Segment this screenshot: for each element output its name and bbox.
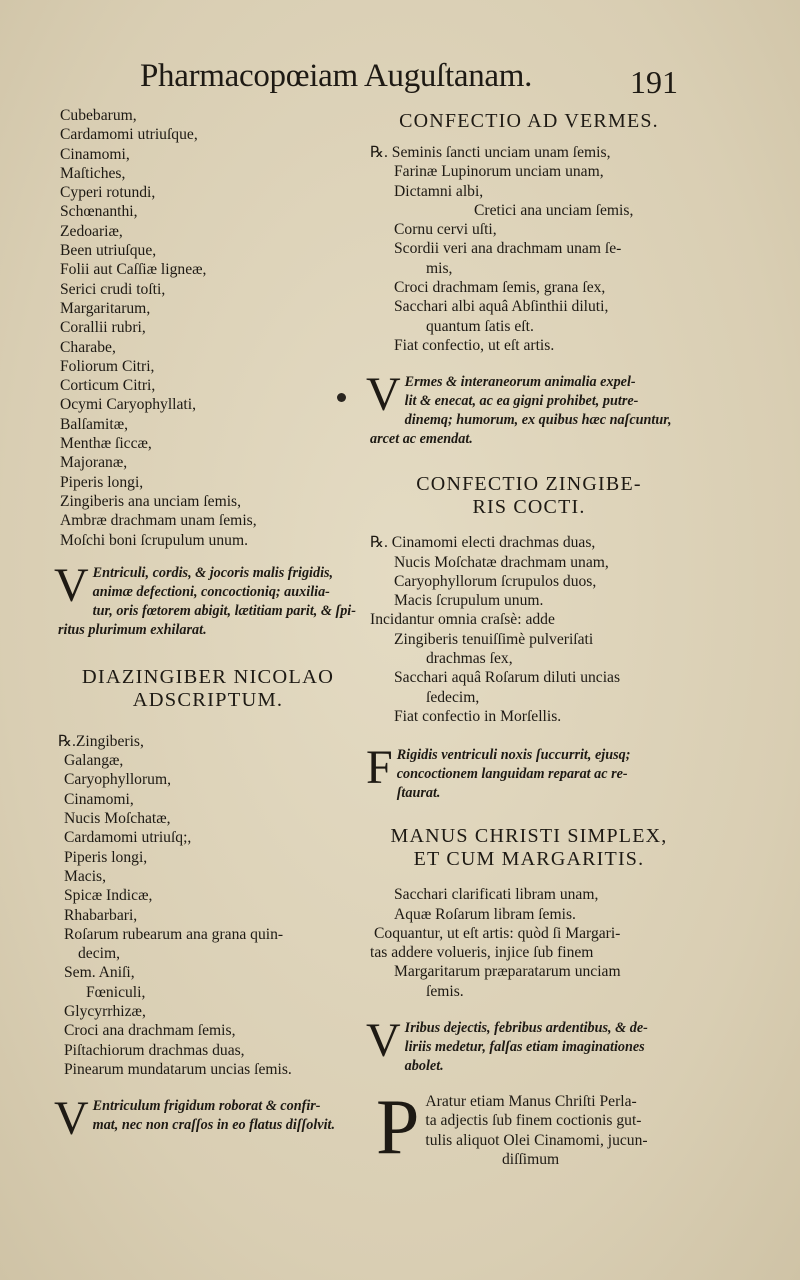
recipe-line: Scordii veri ana drachmam unam ſe- xyxy=(394,240,622,258)
recipe-line: ℞. Cinamomi electi drachmas duas, xyxy=(370,534,596,552)
ingredient-line: Zedoariæ, xyxy=(60,222,123,240)
ingredient-line: ℞.Zingiberis, xyxy=(58,732,144,750)
recipe xyxy=(370,143,688,355)
virtue-note xyxy=(366,741,688,803)
ingredient-line: Moſchi boni ſcrupulum unum. xyxy=(60,531,248,549)
recipe-line: Sacchari albi aquâ Abſinthii diluti, xyxy=(394,298,609,316)
page-number: 191 xyxy=(630,64,678,100)
ingredient-line: Cardamomi utriuſq;, xyxy=(64,829,192,847)
recipe-line: Caryophyllorum ſcrupulos duos, xyxy=(394,572,597,590)
ingredient-list xyxy=(58,106,358,550)
recipe-line: Fiat confectio in Morſellis. xyxy=(394,707,562,725)
ingredient-line: Nucis Moſchatæ, xyxy=(64,810,171,828)
left-column xyxy=(54,106,358,1146)
recipe-line: ℞. Seminis ſancti unciam unam ſemis, xyxy=(370,144,611,161)
note-line: arcet ac emendat. xyxy=(370,431,473,448)
note-line: Entriculi, cordis, & jocoris malis frigidis, xyxy=(92,564,334,581)
ingredient-line: Spicæ Indicæ, xyxy=(64,887,153,905)
recipe-line: Coquantur, ut eſt artis: quòd ſi Margari- xyxy=(374,924,621,942)
recipe-line: ſedecim, xyxy=(426,688,480,706)
ingredient-line: Piperis longi, xyxy=(60,473,144,491)
ingredient-line: Cardamomi utriuſque, xyxy=(60,126,198,144)
ingredient-line: Fœniculi, xyxy=(86,983,146,1001)
virtue-note xyxy=(366,1014,688,1076)
recipe-line: Croci drachmam ſemis, grana ſex, xyxy=(394,279,606,297)
recipe-line: Sacchari clarificati libram unam, xyxy=(394,886,599,904)
ingredient-line: Glycyrrhizæ, xyxy=(64,1002,146,1020)
note-line: ſtaurat. xyxy=(396,785,441,802)
recipe-line: Incidantur omnia craſsè: adde xyxy=(370,611,555,629)
recipe-line: quantum ſatis eſt. xyxy=(426,317,534,335)
note-line: Entriculum frigidum roborat & confir- xyxy=(92,1098,321,1115)
ingredient-line: Serici crudi toſti, xyxy=(60,280,166,298)
paragraph-line: Aratur etiam Manus Chriſti Perla- xyxy=(425,1093,637,1111)
ingredient-line: Majoranæ, xyxy=(60,454,128,472)
paragraph-line: diſſimum xyxy=(502,1150,560,1168)
paragraph-line: tulis aliquot Olei Cinamomi, jucun- xyxy=(425,1131,648,1149)
ingredient-line: Cinamomi, xyxy=(64,790,134,808)
recipe-line: Fiat confectio, ut eſt artis. xyxy=(394,336,555,354)
ingredient-line: Menthæ ſiccæ, xyxy=(60,435,152,453)
recipe-line: Nucis Moſchatæ drachmam unam, xyxy=(394,553,609,571)
note-line: mat, nec non craſſos in eo flatus diſſolvit. xyxy=(92,1117,336,1134)
section-heading: MANUS CHRISTI SIMPLEX, ET CUM MARGARITIS. xyxy=(390,825,668,871)
ingredient-line: Zingiberis ana unciam ſemis, xyxy=(60,492,242,510)
virtue-note xyxy=(54,558,358,640)
note-line: Ermes & interaneorum animalia expel- xyxy=(404,374,636,391)
recipe-line: Zingiberis tenuiſſimè pulveriſati xyxy=(394,630,594,648)
right-column xyxy=(366,106,688,1171)
ingredient-line: Cinamomi, xyxy=(60,145,130,163)
note-line: Rigidis ventriculi noxis ſuccurrit, ejusq; xyxy=(396,747,631,764)
ingredient-line: Corticum Citri, xyxy=(60,377,156,395)
note-line: dinemq; humorum, ex quibus hæc naſcuntur, xyxy=(404,412,672,429)
section-heading: CONFECTIO AD VERMES. xyxy=(399,110,659,132)
ingredient-line: Cubebarum, xyxy=(60,107,137,124)
ingredient-line: Piperis longi, xyxy=(64,848,148,866)
recipe xyxy=(370,885,688,1001)
recipe xyxy=(370,533,688,726)
ingredient-line: Caryophyllorum, xyxy=(64,771,171,789)
ingredient-line: Roſarum rubearum ana grana quin- xyxy=(64,925,284,943)
ingredient-line: Ambræ drachmam unam ſemis, xyxy=(60,512,257,530)
ingredient-line: decim, xyxy=(78,945,120,963)
ingredient-line: Pinearum mundatarum uncias ſemis. xyxy=(64,1060,292,1078)
recipe-line: Aquæ Roſarum libram ſemis. xyxy=(394,905,576,923)
ingredient-line: Cyperi rotundi, xyxy=(60,184,156,202)
recipe-line: Cretici ana unciam ſemis, xyxy=(474,201,634,219)
ingredient-line: Sem. Aniſi, xyxy=(64,964,135,982)
ingredient-line: Margaritarum, xyxy=(60,299,151,317)
ingredient-list xyxy=(58,732,358,1079)
ingredient-line: Piſtachiorum drachmas duas, xyxy=(64,1041,245,1059)
ingredient-line: Croci ana drachmam ſemis, xyxy=(64,1022,236,1040)
ingredient-line: Balſamitæ, xyxy=(60,415,129,433)
drop-cap: P xyxy=(376,1083,420,1171)
ingredient-line: Maſtiches, xyxy=(60,164,126,182)
drop-cap: V xyxy=(54,558,89,612)
note-line: abolet. xyxy=(404,1058,444,1075)
recipe-line: Dictamni albi, xyxy=(394,182,484,200)
drop-cap: F xyxy=(366,741,393,795)
virtue-note xyxy=(54,1092,358,1146)
recipe-line: Cornu cervi uſti, xyxy=(394,221,497,239)
note-line: liriis medetur, falſas etiam imaginationes xyxy=(404,1039,645,1056)
recipe-line: Farinæ Lupinorum unciam unam, xyxy=(394,163,604,181)
ingredient-line: Foliorum Citri, xyxy=(60,357,155,375)
section-heading: DIAZINGIBER NICOLAO ADSCRIPTUM. xyxy=(81,665,335,711)
virtue-note xyxy=(366,368,688,449)
recipe-line: tas addere volueris, injice ſub finem xyxy=(370,944,594,962)
ingredient-line: Charabe, xyxy=(60,338,116,356)
note-line: ritus plurimum exhilarat. xyxy=(58,621,207,638)
paragraph-line: ta adjectis ſub finem coctionis gut- xyxy=(425,1112,642,1130)
running-title: Pharmacopœiam Auguſtanam. xyxy=(140,58,533,94)
ink-spot xyxy=(337,393,346,402)
closing-paragraph xyxy=(370,1083,688,1171)
running-head xyxy=(140,58,700,104)
recipe-line: mis, xyxy=(426,259,453,277)
note-line: lit & enecat, ac ea gigni prohibet, putre- xyxy=(404,393,639,410)
ingredient-line: Schœnanthi, xyxy=(60,203,138,221)
note-line: animæ defectioni, concoctioniq; auxilia- xyxy=(92,583,330,600)
ingredient-line: Macis, xyxy=(64,867,107,885)
note-line: concoctionem languidam reparat ac re- xyxy=(396,766,628,783)
recipe-line: drachmas ſex, xyxy=(426,650,513,668)
ingredient-line: Corallii rubri, xyxy=(60,319,146,337)
ingredient-line: Ocymi Caryophyllati, xyxy=(60,396,196,414)
drop-cap: V xyxy=(366,1014,401,1068)
recipe-line: Macis ſcrupulum unum. xyxy=(394,592,544,610)
ingredient-line: Rhabarbari, xyxy=(64,906,138,924)
recipe-line: ſemis. xyxy=(426,982,464,1000)
recipe-line: Sacchari aquâ Roſarum diluti uncias xyxy=(394,669,621,687)
section-heading: CONFECTIO ZINGIBE- RIS COCTI. xyxy=(416,473,642,519)
drop-cap: V xyxy=(366,368,401,422)
ingredient-line: Galangæ, xyxy=(64,752,124,770)
recipe-line: Margaritarum præparatarum unciam xyxy=(394,963,621,981)
ingredient-line: Folii aut Caſſiæ ligneæ, xyxy=(60,261,207,279)
ingredient-line: Been utriuſque, xyxy=(60,242,157,260)
note-line: Iribus dejectis, febribus ardentibus, & de- xyxy=(404,1020,648,1037)
drop-cap: V xyxy=(54,1092,89,1146)
note-line: tur, oris fœtorem abigit, lætitiam parit, & ſpi- xyxy=(92,602,356,619)
